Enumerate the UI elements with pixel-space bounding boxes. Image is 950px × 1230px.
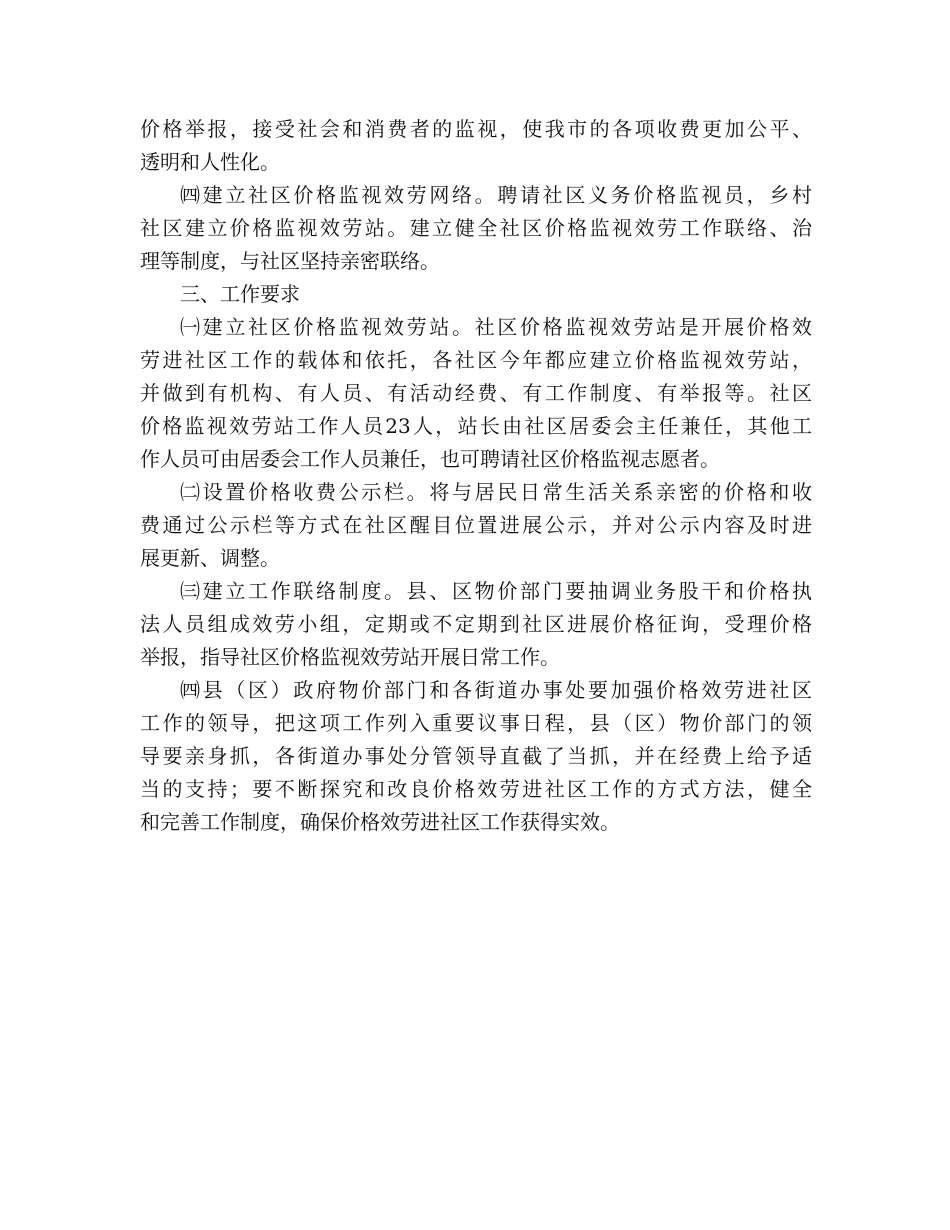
text-line: 展更新、调整。	[140, 546, 280, 570]
text-line: 费通过公示栏等方式在社区醒目位置进展公示，并对公示内容及时进	[140, 513, 812, 537]
text-line: 工作的领导，把这项工作列入重要议事日程，县（区）物价部门的领	[140, 711, 812, 735]
text-line: 法人员组成效劳小组，定期或不定期到社区进展价格征询，受理价格	[140, 612, 812, 636]
text-line: 价格监视效劳站工作人员23人，站长由社区居委会主任兼任，其他工	[140, 414, 812, 438]
text-line: ㈢建立工作联络制度。县、区物价部门要抽调业务股干和价格执	[180, 579, 812, 603]
text-line: 和完善工作制度，确保价格效劳进社区工作获得实效。	[140, 810, 620, 834]
text-line: ㈠建立社区价格监视效劳站。社区价格监视效劳站是开展价格效	[180, 315, 812, 339]
paragraph-continuation	[140, 113, 812, 179]
text-line: 作人员可由居委会工作人员兼任，也可聘请社区价格监视志愿者。	[140, 447, 720, 471]
text-line: ㈣县（区）政府物价部门和各街道办事处要加强价格效劳进社区	[180, 678, 812, 702]
paragraph-community-network	[140, 179, 812, 278]
text-line: 当的支持；要不断探究和改良价格效劳进社区工作的方式方法，健全	[140, 777, 812, 801]
text-line: 价格举报，接受社会和消费者的监视，使我市的各项收费更加公平、	[140, 117, 812, 141]
paragraph-service-station	[140, 311, 812, 476]
text-line: 导要亲身抓，各街道办事处分管领导直截了当抓，并在经费上给予适	[140, 744, 812, 768]
section-heading	[140, 278, 812, 311]
text-line: 透明和人性化。	[140, 150, 280, 174]
text-line: ㈡设置价格收费公示栏。将与居民日常生活关系亲密的价格和收	[180, 480, 812, 504]
text-line: 并做到有机构、有人员、有活动经费、有工作制度、有举报等。社区	[140, 381, 812, 405]
text-line: 举报，指导社区价格监视效劳站开展日常工作。	[140, 645, 560, 669]
text-line: 社区建立价格监视效劳站。建立健全社区价格监视效劳工作联络、治	[140, 216, 812, 240]
paragraph-notice-board	[140, 476, 812, 575]
document-page	[140, 113, 812, 839]
text-line: 劳进社区工作的载体和依托，各社区今年都应建立价格监视效劳站，	[140, 348, 812, 372]
text-line: 理等制度，与社区坚持亲密联络。	[140, 249, 440, 273]
paragraph-leadership	[140, 674, 812, 839]
heading-work-requirements: 三、工作要求	[180, 282, 300, 306]
text-line: ㈣建立社区价格监视效劳网络。聘请社区义务价格监视员，乡村	[180, 183, 812, 207]
paragraph-liaison-system	[140, 575, 812, 674]
